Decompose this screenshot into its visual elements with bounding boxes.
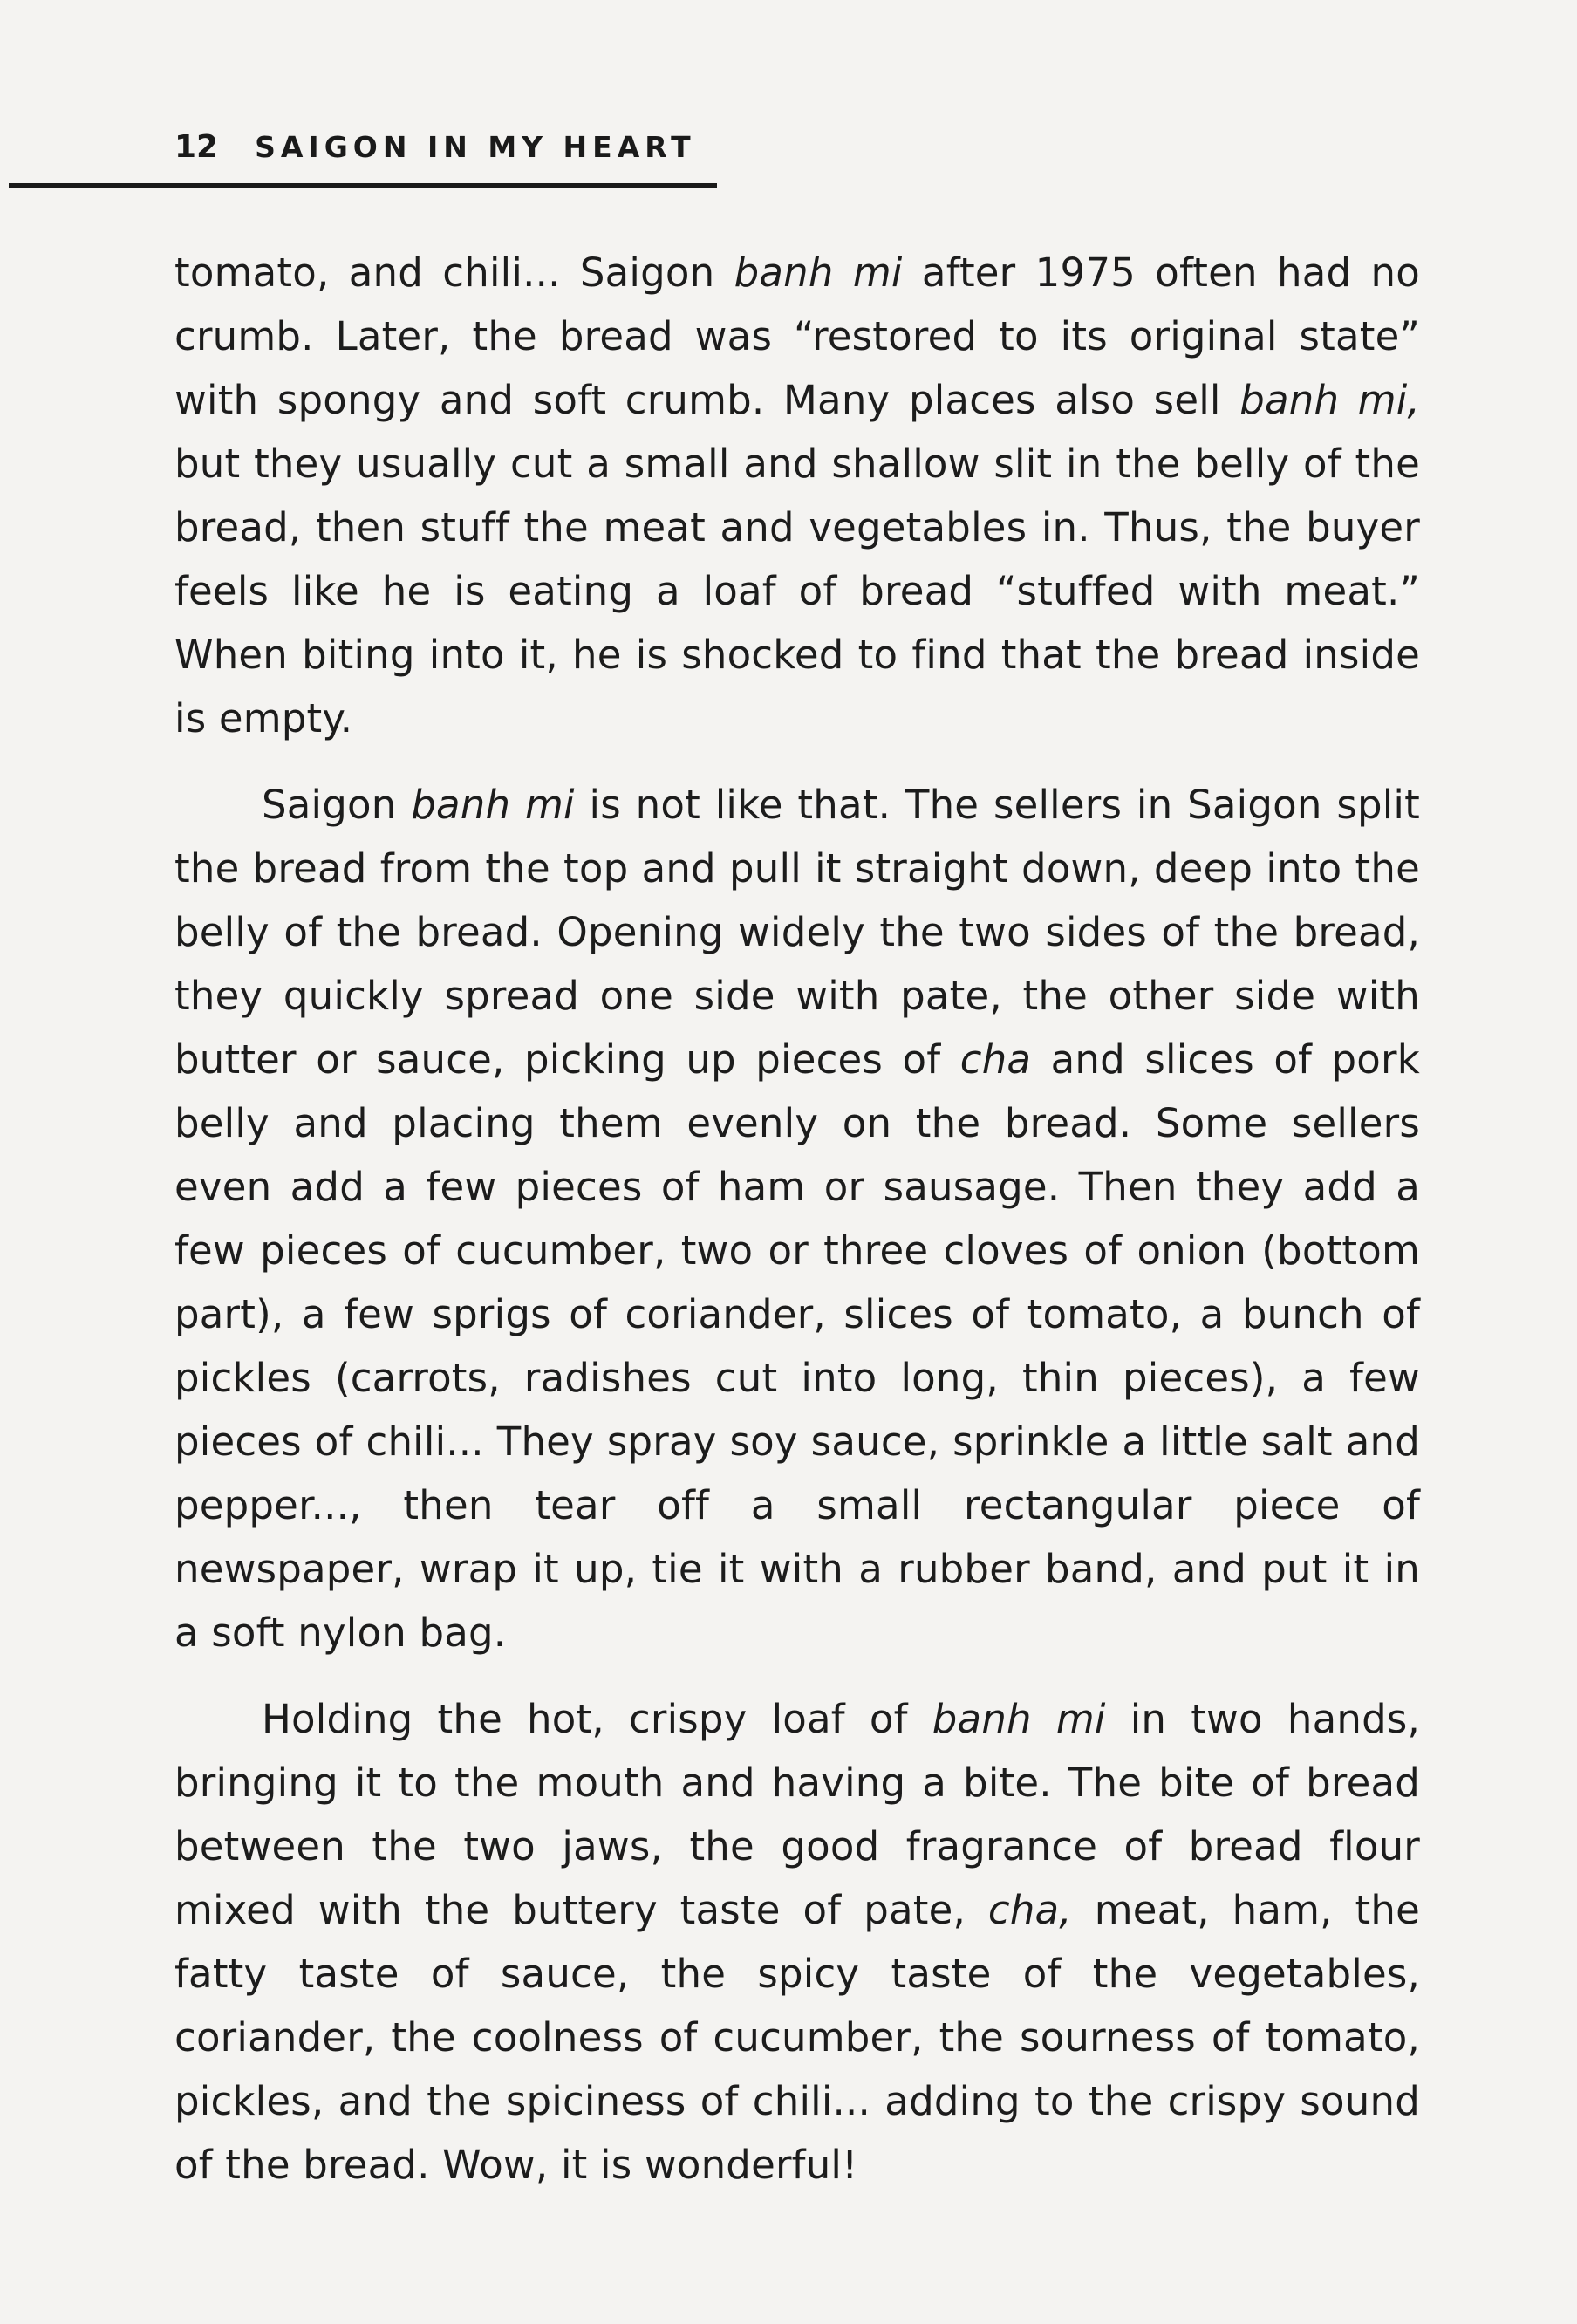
paragraph-1-segment-1: tomato, and chili... Saigon (174, 249, 734, 296)
paragraph-3-segment-4: cha, (987, 1887, 1072, 1933)
paragraph-1 (174, 241, 1420, 750)
paragraph-3 (174, 1687, 1420, 2197)
paragraph-2-segment-4: cha (959, 1036, 1032, 1083)
paragraph-2-segment-5: and slices of pork belly and placing them evenly on the bread. Some sellers even add a few pieces of ham or sausage. Then they add a few pieces of cucumber, two or three cloves of onion (bottom part), a few sprigs of coriander, slices of tomato, a bunch of pickles (carrots, radishes cut into long, thin pieces), a few pieces of chili... They spray soy sauce, sprinkle a little salt and pepper..., then tear off a small rectangular piece of newspaper, wrap it up, tie it with a rubber band, and put it in a soft nylon bag. (174, 1036, 1420, 1656)
paragraph-2-segment-2: banh mi (411, 782, 575, 828)
paragraph-1-segment-4: banh mi, (1239, 377, 1420, 423)
paragraph-2-segment-1: Saigon (262, 782, 412, 828)
paragraph-1-segment-2: banh mi (734, 249, 903, 296)
body-text (174, 241, 1420, 2197)
paragraph-3-segment-1: Holding the hot, crispy loaf of (262, 1696, 932, 1742)
page-number: 12 (174, 129, 219, 165)
running-header (174, 129, 696, 178)
paragraph-1-segment-3: after 1975 often had no crumb. Later, the bread was “restored to its original state” with spongy and soft crumb. Many places also sell (174, 249, 1420, 423)
paragraph-2-segment-3: is not like that. The sellers in Saigon split the bread from the top and pull it straight down, deep into the belly of the bread. Opening widely the two sides of the bread, they quickly spread one side with pate, the other side with butter or sauce, picking up pieces of (174, 782, 1420, 1083)
paragraph-3-segment-3: in two hands, bringing it to the mouth and having a bite. The bite of bread between the two jaws, the good fragrance of bread flour mixed with the buttery taste of pate, (174, 1696, 1420, 1933)
paragraph-1-segment-5: but they usually cut a small and shallow slit in the belly of the bread, then stuff the meat and vegetables in. Thus, the buyer feels like he is eating a loaf of bread “stuffed with meat.” When biting into it, he is shocked to find that the bread inside is empty. (174, 441, 1420, 742)
paragraph-2 (174, 773, 1420, 1664)
book-title: SAIGON IN MY HEART (255, 130, 696, 164)
header-rule (9, 183, 717, 188)
paragraph-3-segment-2: banh mi (932, 1696, 1106, 1742)
paragraph-3-segment-5: meat, ham, the fatty taste of sauce, the spicy taste of the vegetables, coriander, the coolness of cucumber, the sourness of tomato, pickles, and the spiciness of chili... adding to the crispy sound of the bread. Wow, it is wonderful! (174, 1887, 1421, 2188)
